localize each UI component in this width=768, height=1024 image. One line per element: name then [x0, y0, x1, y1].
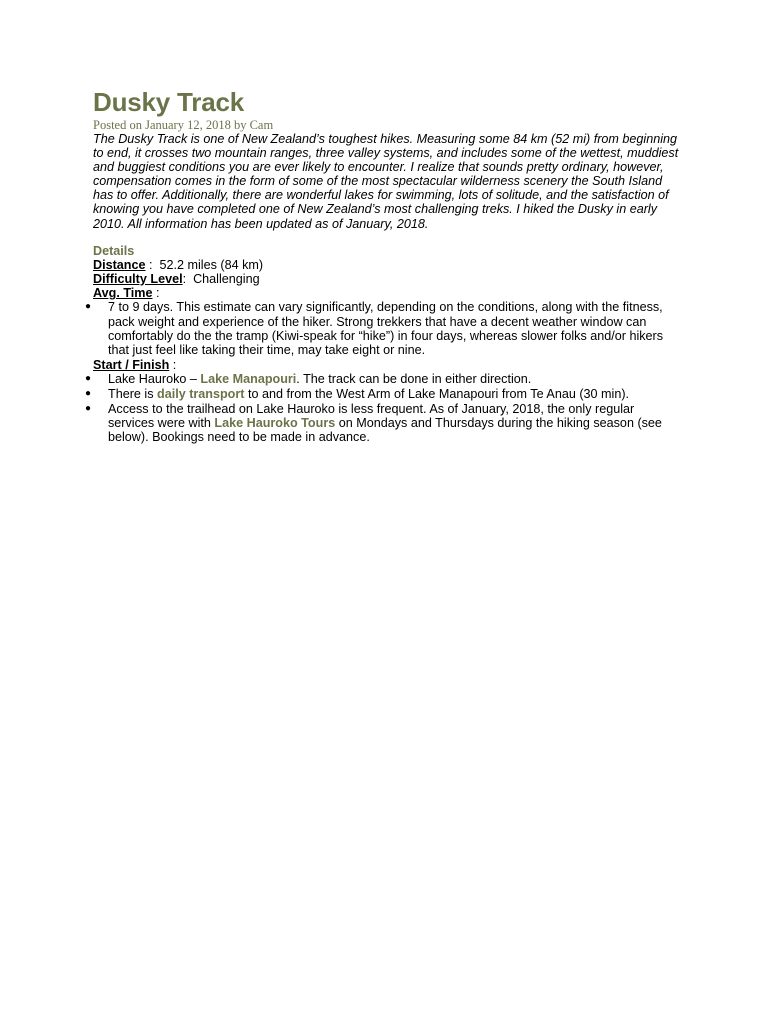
daily-transport-link[interactable]: daily transport [157, 386, 245, 401]
post-meta [93, 118, 683, 132]
bullet-icon: ● [85, 301, 92, 313]
by-label: by [233, 118, 247, 132]
avg-time-list [85, 300, 683, 358]
list-text-after: to and from the West Arm of Lake Manapouri from Te Anau (30 min). [244, 386, 630, 401]
details-heading: Details [93, 243, 135, 258]
list-text-before: Lake Hauroko – [108, 372, 201, 387]
post-date-link[interactable]: January 12, 2018 [145, 118, 231, 132]
posted-on-label: Posted on [93, 118, 142, 132]
author-link[interactable]: Cam [249, 118, 274, 132]
list-item [85, 386, 683, 401]
start-finish-suffix: : [169, 357, 177, 372]
page-title: Dusky Track [93, 87, 245, 117]
difficulty-label: Difficulty Level [93, 272, 183, 287]
list-item [85, 401, 683, 445]
bullet-icon: ● [85, 387, 92, 399]
list-text-after: on Mondays and Thursdays during the hiking season (see below). Bookings need to be made in advance. [108, 415, 662, 445]
avg-time-suffix: : [152, 286, 160, 301]
difficulty-value: : Challenging [182, 272, 260, 287]
start-finish-list [85, 372, 683, 445]
difficulty-row [93, 272, 683, 286]
list-text-before: Access to the trailhead on Lake Hauroko is less frequent. As of January, 2018, the only regular services were with [108, 401, 635, 430]
avg-time-text: 7 to 9 days. This estimate can vary significantly, depending on the conditions, along with the fitness, pack weight and experience of the hiker. Strong trekkers that have a decent weather window can comfortably do the the tramp (Kiwi-speak for “hike”) in four days, whereas slower folks and/or hikers that just feel like taking their time, may take eight or nine. [108, 300, 664, 358]
intro-paragraph: The Dusky Track is one of New Zealand’s toughest hikes. Measuring some 84 km (52 mi) from beginning to end, it crosses two mountain ranges, three valley systems, and includes some of the wettest, muddiest and buggiest conditions you are ever likely to encounter. I realize that sounds pretty ordinary, however, compensation comes in the form of some of the most spectacular wilderness scenery the South Island has to offer. Additionally, there are wonderful lakes for swimming, lots of solitude, and the satisfaction of knowing you have completed one of New Zealand’s most challenging treks. I hiked the Dusky in early 2010. All information has been updated as of January, 2018. [93, 132, 679, 231]
bullet-icon: ● [85, 373, 92, 385]
distance-row [93, 258, 683, 272]
bullet-icon: ● [85, 402, 92, 414]
list-text-after: . The track can be done in either direction. [296, 372, 532, 387]
distance-label: Distance [93, 257, 146, 272]
list-text-before: There is [108, 386, 157, 401]
start-finish-row [93, 358, 683, 372]
lake-manapouri-link[interactable]: Lake Manapouri [200, 372, 297, 387]
distance-value: : 52.2 miles (84 km) [145, 257, 264, 272]
lake-hauroko-tours-link[interactable]: Lake Hauroko Tours [214, 415, 336, 430]
article [85, 86, 683, 445]
avg-time-label: Avg. Time [93, 286, 153, 301]
avg-time-row [93, 286, 683, 300]
list-item [85, 300, 683, 358]
list-item [85, 372, 683, 387]
start-finish-label: Start / Finish [93, 357, 170, 372]
